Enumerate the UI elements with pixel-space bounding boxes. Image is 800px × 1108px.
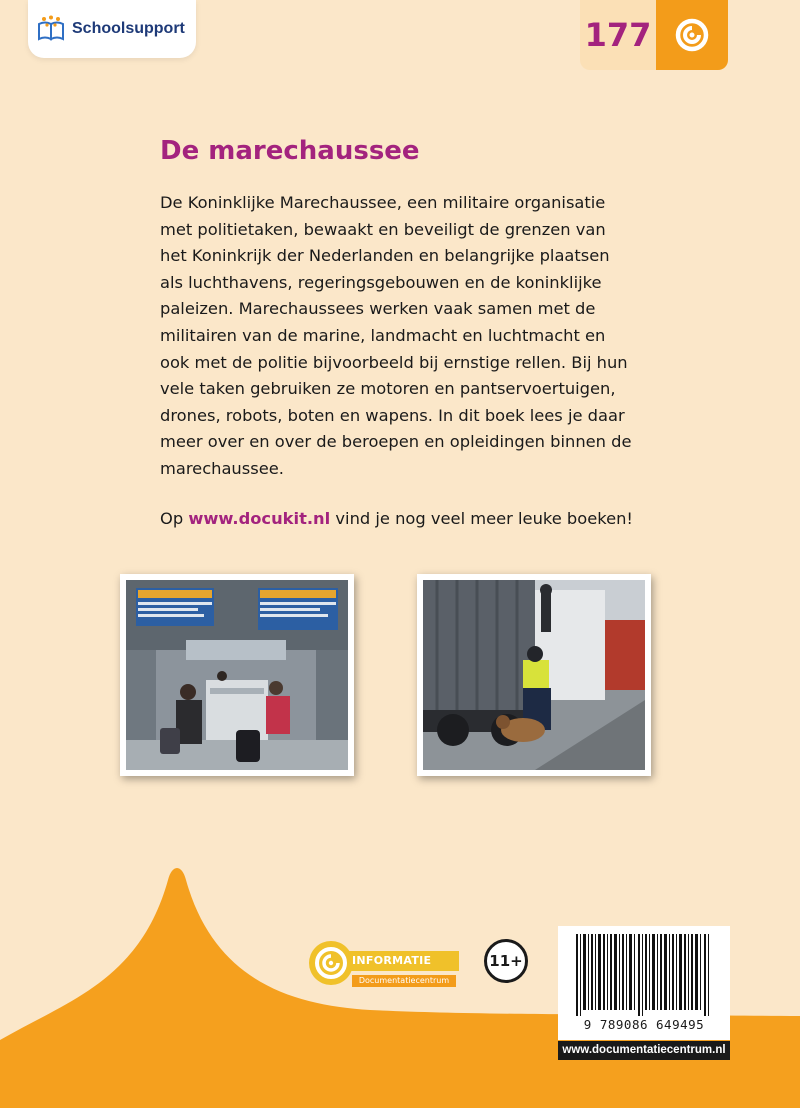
body-line: meer over en over de beroepen en opleidingen binnen de bbox=[160, 432, 632, 452]
description-text bbox=[160, 190, 640, 483]
body-line: met politietaken, bewaakt en beveiligt de grenzen van bbox=[160, 219, 606, 239]
publisher-website[interactable]: www.documentatiecentrum.nl bbox=[558, 1041, 730, 1060]
body-line: ook met de politie bijvoorbeeld bij ernstige rellen. Bij hun bbox=[160, 352, 628, 372]
body-line: drones, robots, boten en wapens. In dit boek lees je daar bbox=[160, 405, 625, 425]
brand-name: Schoolsupport bbox=[72, 20, 185, 37]
body-line: paleizen. Marechaussees werken vaak samen met de bbox=[160, 299, 596, 319]
age-rating-badge bbox=[484, 939, 528, 983]
body-line: militairen van de marine, landmacht en luchtmacht en bbox=[160, 325, 606, 345]
body-line: marechaussee. bbox=[160, 458, 284, 478]
open-book-icon bbox=[36, 14, 66, 44]
truck-inspection-with-dog-photo bbox=[417, 574, 651, 776]
page-title: De marechaussee bbox=[160, 136, 420, 166]
body-line: vele taken gebruiken ze motoren en pantservoertuigen, bbox=[160, 379, 616, 399]
age-rating: 11+ bbox=[489, 952, 523, 970]
airport-border-control-photo bbox=[120, 574, 354, 776]
series-number: 177 bbox=[584, 16, 652, 54]
body-line: het Koninkrijk der Nederlanden en belangrijke plaatsen bbox=[160, 246, 610, 266]
spiral-icon bbox=[674, 17, 710, 53]
barcode-bars bbox=[576, 934, 712, 1016]
promo-text: Op www.docukit.nl vind je nog veel meer leuke boeken! bbox=[160, 509, 633, 528]
isbn-barcode bbox=[558, 926, 730, 1040]
documentatiecentrum-label: Documentatiecentrum bbox=[352, 975, 456, 987]
docukit-link[interactable]: www.docukit.nl bbox=[188, 509, 331, 528]
body-line: als luchthavens, regeringsgebouwen en de koninklijke bbox=[160, 272, 602, 292]
body-line: De Koninklijke Marechaussee, een militaire organisatie bbox=[160, 193, 606, 212]
schoolsupport-logo[interactable] bbox=[28, 0, 196, 58]
isbn-number: 9 789086 649495 bbox=[583, 1017, 705, 1032]
informatie-word: INFORMATIE bbox=[352, 954, 432, 967]
series-badge bbox=[580, 0, 728, 70]
